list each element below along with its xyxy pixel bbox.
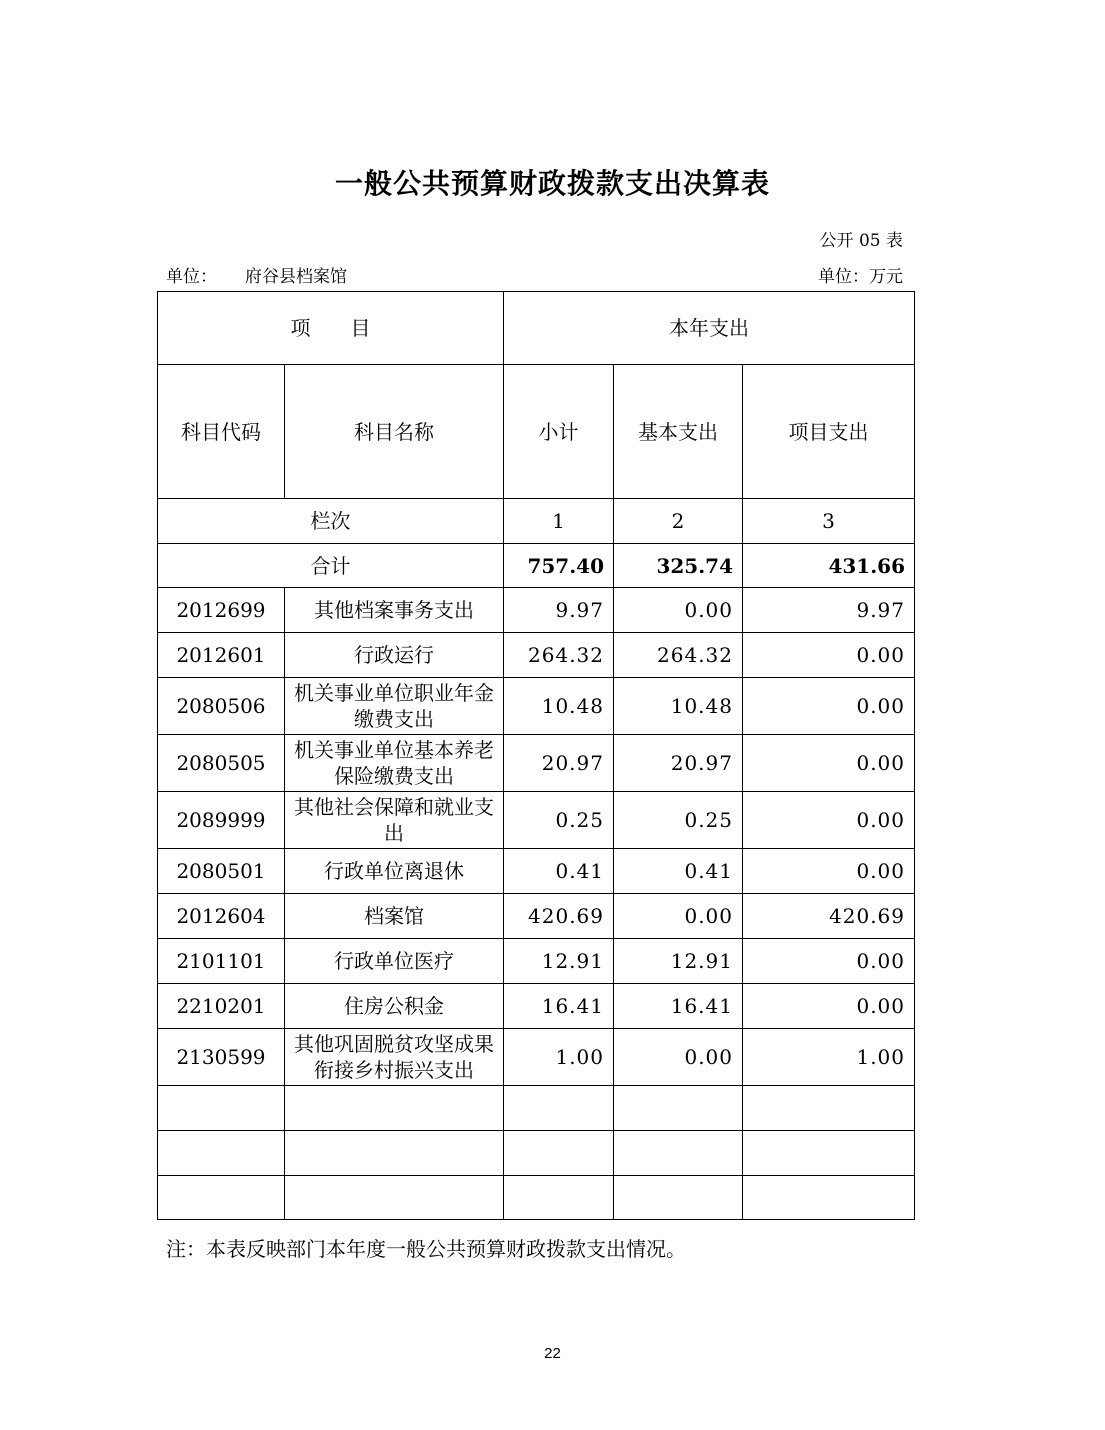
row-project: 0.00 bbox=[743, 849, 915, 894]
row-basic: 12.91 bbox=[614, 939, 743, 984]
row-project: 1.00 bbox=[743, 1029, 915, 1086]
empty-cell bbox=[285, 1086, 504, 1131]
empty-cell bbox=[158, 1086, 285, 1131]
header-item: 项 目 bbox=[158, 292, 504, 365]
column-number-1: 1 bbox=[504, 499, 614, 544]
column-number-2: 2 bbox=[614, 499, 743, 544]
row-code: 2080501 bbox=[158, 849, 285, 894]
row-basic: 0.41 bbox=[614, 849, 743, 894]
row-project: 0.00 bbox=[743, 939, 915, 984]
row-basic: 0.00 bbox=[614, 894, 743, 939]
table-row bbox=[158, 633, 915, 678]
unit-info bbox=[166, 262, 347, 287]
row-name: 住房公积金 bbox=[285, 984, 504, 1029]
row-code: 2012604 bbox=[158, 894, 285, 939]
header-row-2 bbox=[158, 365, 915, 499]
row-code: 2012601 bbox=[158, 633, 285, 678]
header-subtotal: 小计 bbox=[504, 365, 614, 499]
row-project: 0.00 bbox=[743, 633, 915, 678]
empty-cell bbox=[743, 1086, 915, 1131]
row-name: 其他巩固脱贫攻坚成果衔接乡村振兴支出 bbox=[285, 1029, 504, 1086]
table-row bbox=[158, 849, 915, 894]
page-title: 一般公共预算财政拨款支出决算表 bbox=[334, 167, 770, 200]
total-subtotal: 757.40 bbox=[504, 544, 614, 588]
row-subtotal: 16.41 bbox=[504, 984, 614, 1029]
row-project: 420.69 bbox=[743, 894, 915, 939]
table-row bbox=[158, 588, 915, 633]
empty-cell bbox=[614, 1176, 743, 1220]
row-project: 0.00 bbox=[743, 735, 915, 792]
row-name: 行政单位医疗 bbox=[285, 939, 504, 984]
column-number-row bbox=[158, 499, 915, 544]
row-subtotal: 10.48 bbox=[504, 678, 614, 735]
table-row bbox=[158, 984, 915, 1029]
table-row bbox=[158, 939, 915, 984]
header-current-year: 本年支出 bbox=[504, 292, 915, 365]
row-project: 0.00 bbox=[743, 792, 915, 849]
row-code: 2089999 bbox=[158, 792, 285, 849]
row-code: 2080506 bbox=[158, 678, 285, 735]
row-basic: 0.00 bbox=[614, 1029, 743, 1086]
row-basic: 0.25 bbox=[614, 792, 743, 849]
header-row-1 bbox=[158, 292, 915, 365]
empty-row bbox=[158, 1086, 915, 1131]
empty-cell bbox=[285, 1176, 504, 1220]
total-row bbox=[158, 544, 915, 588]
row-subtotal: 264.32 bbox=[504, 633, 614, 678]
row-code: 2080505 bbox=[158, 735, 285, 792]
row-subtotal: 12.91 bbox=[504, 939, 614, 984]
form-number: 公开 05 表 bbox=[819, 231, 903, 251]
empty-cell bbox=[504, 1086, 614, 1131]
table-row bbox=[158, 792, 915, 849]
header-project: 项目支出 bbox=[743, 365, 915, 499]
total-project: 431.66 bbox=[743, 544, 915, 588]
empty-row bbox=[158, 1176, 915, 1220]
header-basic: 基本支出 bbox=[614, 365, 743, 499]
empty-cell bbox=[504, 1176, 614, 1220]
row-name: 其他档案事务支出 bbox=[285, 588, 504, 633]
row-basic: 20.97 bbox=[614, 735, 743, 792]
column-number-3: 3 bbox=[743, 499, 915, 544]
empty-cell bbox=[614, 1131, 743, 1176]
row-name: 机关事业单位职业年金缴费支出 bbox=[285, 678, 504, 735]
total-basic: 325.74 bbox=[614, 544, 743, 588]
row-subtotal: 20.97 bbox=[504, 735, 614, 792]
table-row bbox=[158, 735, 915, 792]
org-name: 府谷县档案馆 bbox=[245, 267, 347, 287]
empty-cell bbox=[743, 1131, 915, 1176]
column-number-label: 栏次 bbox=[158, 499, 504, 544]
header-name: 科目名称 bbox=[285, 365, 504, 499]
row-subtotal: 420.69 bbox=[504, 894, 614, 939]
budget-table bbox=[157, 291, 915, 1220]
row-name: 档案馆 bbox=[285, 894, 504, 939]
page-number: 22 bbox=[544, 1345, 561, 1362]
unit-label: 单位： bbox=[166, 267, 217, 287]
empty-row bbox=[158, 1131, 915, 1176]
row-project: 0.00 bbox=[743, 678, 915, 735]
row-subtotal: 0.41 bbox=[504, 849, 614, 894]
empty-cell bbox=[285, 1131, 504, 1176]
row-project: 9.97 bbox=[743, 588, 915, 633]
header-code: 科目代码 bbox=[158, 365, 285, 499]
empty-cell bbox=[743, 1176, 915, 1220]
row-code: 2210201 bbox=[158, 984, 285, 1029]
row-subtotal: 1.00 bbox=[504, 1029, 614, 1086]
row-subtotal: 9.97 bbox=[504, 588, 614, 633]
row-basic: 16.41 bbox=[614, 984, 743, 1029]
table-row bbox=[158, 678, 915, 735]
row-basic: 264.32 bbox=[614, 633, 743, 678]
row-name: 行政单位离退休 bbox=[285, 849, 504, 894]
empty-cell bbox=[504, 1131, 614, 1176]
empty-cell bbox=[158, 1176, 285, 1220]
row-subtotal: 0.25 bbox=[504, 792, 614, 849]
amount-unit: 单位：万元 bbox=[818, 267, 903, 287]
row-code: 2130599 bbox=[158, 1029, 285, 1086]
row-name: 其他社会保障和就业支出 bbox=[285, 792, 504, 849]
empty-cell bbox=[158, 1131, 285, 1176]
table-row bbox=[158, 1029, 915, 1086]
row-name: 行政运行 bbox=[285, 633, 504, 678]
total-label: 合计 bbox=[158, 544, 504, 588]
table-row bbox=[158, 894, 915, 939]
row-name: 机关事业单位基本养老保险缴费支出 bbox=[285, 735, 504, 792]
footnote: 注：本表反映部门本年度一般公共预算财政拨款支出情况。 bbox=[166, 1237, 686, 1261]
row-basic: 0.00 bbox=[614, 588, 743, 633]
row-project: 0.00 bbox=[743, 984, 915, 1029]
row-code: 2101101 bbox=[158, 939, 285, 984]
row-basic: 10.48 bbox=[614, 678, 743, 735]
empty-cell bbox=[614, 1086, 743, 1131]
row-code: 2012699 bbox=[158, 588, 285, 633]
